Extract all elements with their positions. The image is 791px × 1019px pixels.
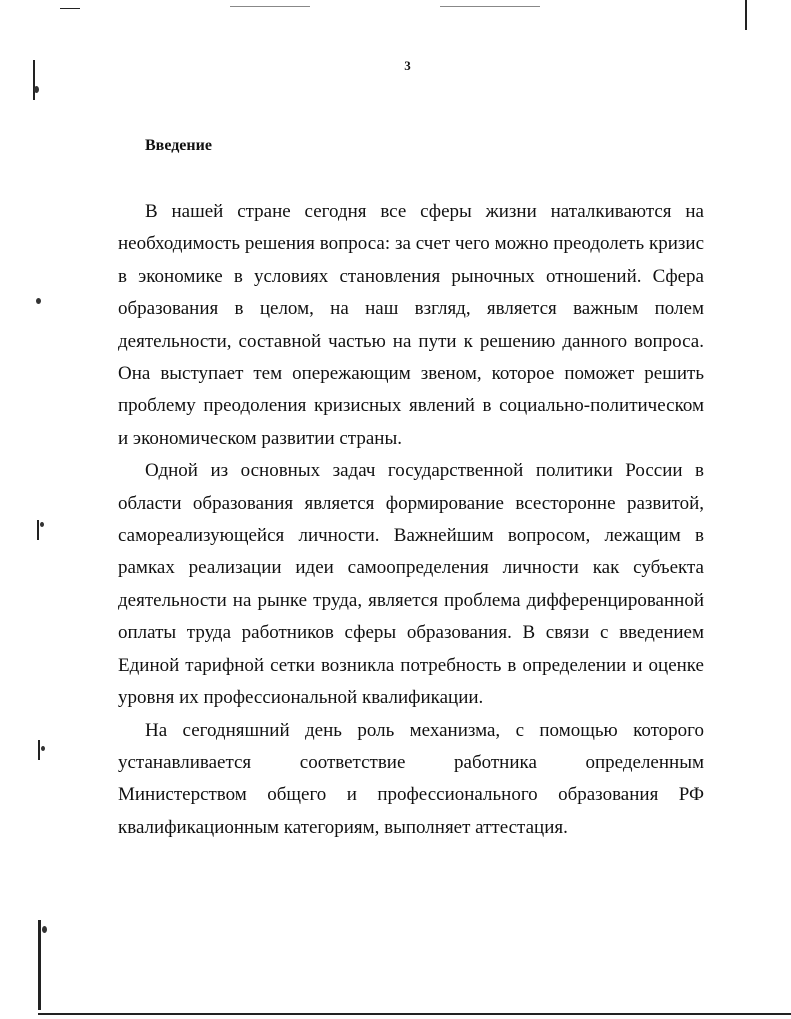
scan-speck [42,926,47,933]
body-text [118,196,704,844]
section-heading: Введение [145,137,212,154]
scan-speck [34,86,39,93]
scan-edge-top-left [60,8,80,9]
paragraph: Одной из основных задач государственной политики России в области образования является формирование всесторонне развитой, самореализующейся личности. Важнейшим вопросом, лежащим в рамках реализации идеи самоопределения личности как субъекта деятельности на рынке труда, является проблема дифференцированной оплаты труда работников сферы образования. В связи с введением Единой тарифной сетки возникла потребность в определении и оценке уровня их профессиональной квалификации. [118,460,704,709]
scan-edge-left-low [38,740,40,760]
scan-edge-bottom [38,1013,791,1015]
scan-edge-left-bottom [38,920,41,1010]
paragraph: В нашей стране сегодня все сферы жизни наталкиваются на необходимость решения вопроса: за счет чего можно преодолеть кризис в экономике в условиях становления рыночных отношений. Сфера образования в целом, на наш взгляд, является важным полем деятельности, составной частью на пути к решению данного вопроса. Она выступает тем опережающим звеном, которое поможет решить проблему преодоления кризисных явлений в социально-политическом и экономическом развитии страны. [118,201,704,449]
scan-speck [36,298,41,304]
paragraph: На сегодняшний день роль механизма, с помощью которого устанавливается соответствие работника определенным Министерством общего и профессионального образования РФ квалификационным категориям, выполняет аттестация. [118,719,704,838]
scan-speck [41,746,45,751]
page-number: 3 [404,58,411,73]
scan-edge-top-mid [230,6,310,7]
scan-edge-top-right [440,6,540,7]
scan-edge-right [745,0,747,30]
scan-edge-left-mid [37,520,39,540]
scan-speck [40,522,44,527]
